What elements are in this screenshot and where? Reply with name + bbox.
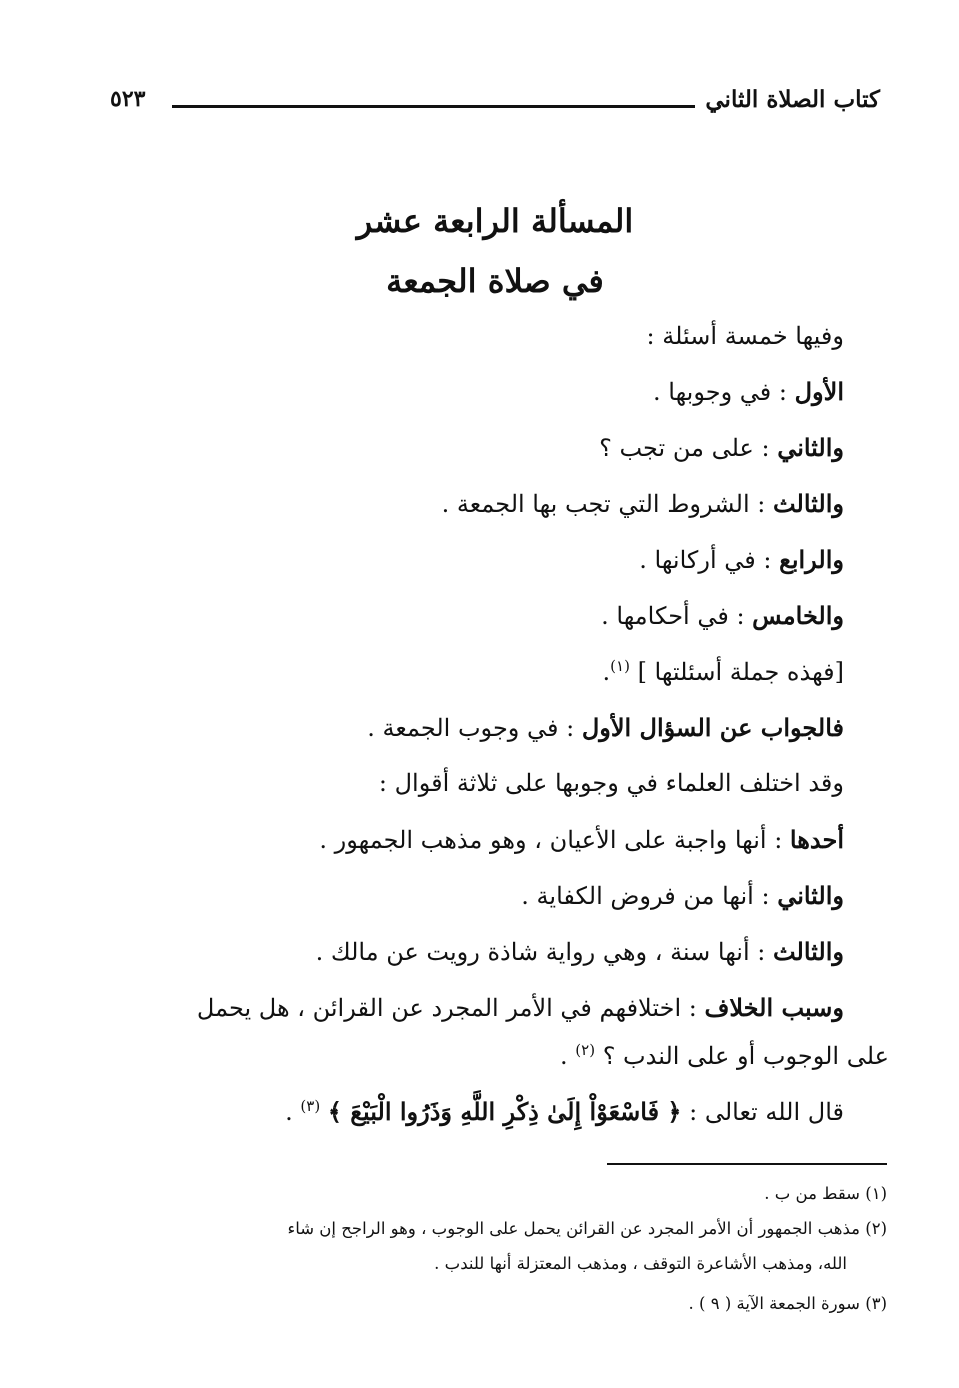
footnote-1-text: سقط من ب . — [764, 1184, 860, 1203]
bracket-text: [فهذه جملة أسئلتها ] — [637, 658, 844, 686]
footnote-ref-2[interactable]: (٢) — [575, 1041, 596, 1059]
cause-line — [197, 993, 844, 1022]
header-rule — [172, 105, 695, 108]
footnote-1-num: (١) — [865, 1184, 887, 1203]
question-5-lead: والخامس — [752, 601, 844, 630]
question-5-text: : في أحكامها . — [601, 602, 753, 630]
verse-intro: قال الله تعالى : — [681, 1098, 844, 1126]
verse-end: . — [285, 1098, 301, 1126]
disagreement-line: وقد اختلف العلماء في وجوبها على ثلاثة أقوال : — [378, 769, 844, 797]
footnote-ref-1[interactable]: (١) — [610, 657, 630, 675]
verse-line — [285, 1097, 844, 1126]
bracket-line — [603, 657, 845, 686]
footnote-2-text: مذهب الجمهور أن الأمر المجرد عن القرائن يحمل على الوجوب ، وهو الراجح إن شاء — [287, 1219, 860, 1238]
opinion-1 — [319, 825, 844, 854]
footnote-1 — [764, 1184, 887, 1203]
question-5 — [601, 601, 844, 630]
opinion-1-lead: أحدها — [789, 825, 844, 854]
cause-cont-text: على الوجوب أو على الندب ؟ — [602, 1042, 889, 1070]
question-3 — [442, 489, 844, 518]
question-1-text: : في وجوبها . — [653, 378, 795, 406]
footnote-2 — [287, 1219, 887, 1238]
answer-text: : في وجوب الجمعة . — [367, 714, 582, 742]
opinion-2-lead: والثاني — [777, 881, 844, 910]
opinion-3 — [316, 937, 844, 966]
cause-end: . — [560, 1042, 576, 1070]
footnote-2-num: (٢) — [865, 1219, 887, 1238]
answer-heading — [367, 713, 844, 742]
chapter-subtitle: في صلاة الجمعة — [386, 262, 604, 300]
footnote-ref-3[interactable]: (٣) — [300, 1097, 321, 1115]
question-3-lead: والثالث — [772, 489, 844, 518]
cause-text: : اختلافهم في الأمر المجرد عن القرائن ، هل يحمل — [196, 994, 705, 1022]
running-header — [110, 86, 880, 126]
cause-lead: وسبب الخلاف — [704, 993, 844, 1022]
question-1-lead: الأول — [794, 377, 844, 406]
question-2-lead: والثاني — [777, 433, 844, 462]
question-4-text: : في أركانها . — [639, 546, 780, 574]
quran-verse: ﴿ فَاسْعَوْاْ إِلَىٰ ذِكْرِ اللَّهِ وَذَرُوا الْبَيْعَ ﴾ — [327, 1097, 682, 1126]
opinion-3-lead: والثالث — [772, 937, 844, 966]
footnote-3-text: سورة الجمعة الآية ( ٩ ) . — [688, 1294, 860, 1313]
opinion-3-text: : أنها سنة ، وهي رواية شاذة رويت عن مالك . — [315, 938, 773, 966]
footnote-2-continuation: الله، ومذهب الأشاعرة التوقف ، ومذهب المعتزلة أنها للندب . — [434, 1254, 847, 1273]
opinion-1-text: : أنها واجبة على الأعيان ، وهو مذهب الجمهور . — [319, 826, 790, 854]
footnote-3-num: (٣) — [865, 1294, 887, 1313]
question-3-text: : الشروط التي تجب بها الجمعة . — [441, 490, 773, 518]
cause-continuation — [560, 1041, 889, 1070]
question-4 — [639, 545, 844, 574]
footnote-rule — [607, 1163, 887, 1165]
footnote-3 — [689, 1294, 887, 1313]
question-2-text: : على من تجب ؟ — [599, 434, 778, 462]
question-1 — [653, 377, 844, 406]
bracket-end: . — [602, 658, 611, 686]
opinion-2 — [521, 881, 844, 910]
page-number: ٥٢٣ — [110, 86, 146, 112]
chapter-title: المسألة الرابعة عشر — [356, 202, 634, 240]
answer-lead: فالجواب عن السؤال الأول — [581, 713, 844, 742]
running-title: كتاب الصلاة الثاني — [705, 86, 880, 113]
intro-line: وفيها خمسة أسئلة : — [646, 322, 844, 350]
question-2 — [599, 433, 844, 462]
opinion-2-text: : أنها من فروض الكفاية . — [521, 882, 778, 910]
question-4-lead: والرابع — [779, 545, 844, 574]
